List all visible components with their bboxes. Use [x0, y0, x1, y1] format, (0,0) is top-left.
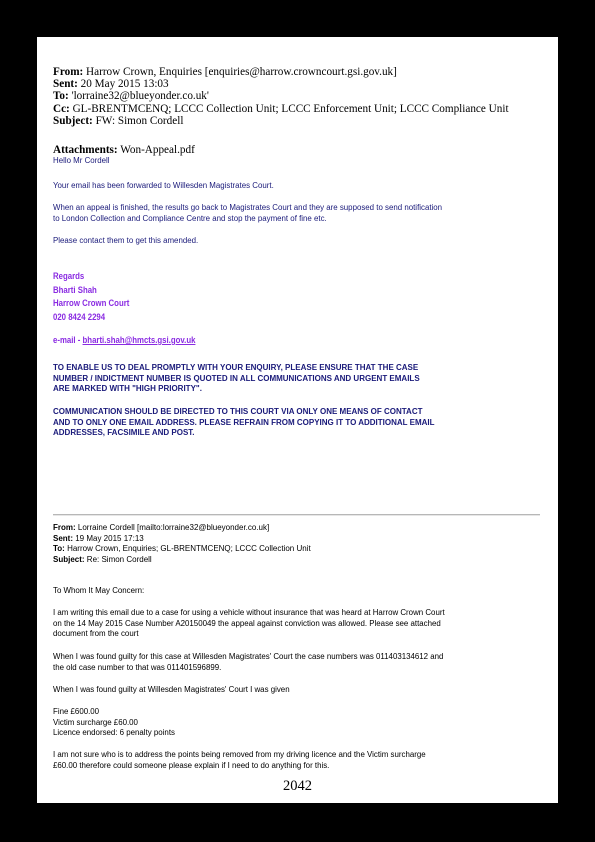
email2-paragraph: When I was found guilty for this case at Willesden Magistrates' Court the case numbers was 011403134612 and the old case number to that was 011401596899.: [53, 652, 444, 672]
email2-paragraph: I am not sure who is to address the points being removed from my driving licence and the Victim surcharge £60.00 therefore could someone please explain if I need to do anything for this.: [53, 750, 426, 770]
sig-email-line: e-mail - bharti.shah@hmcts.gsi.gov.uk: [53, 335, 196, 345]
email1-paragraph: When an appeal is finished, the results go back to Magistrates Court and they are supposed to send notification to London Collection and Compliance Centre and stop the payment of fine etc.: [53, 203, 443, 223]
penalty-fine: Fine £600.00: [53, 707, 100, 716]
email1-greeting: Hello Mr Cordell: [53, 156, 110, 165]
sig-email-link[interactable]: bharti.shah@hmcts.gsi.gov.uk: [82, 335, 196, 345]
email2-penalties: [53, 707, 175, 739]
email2-to: Harrow Crown, Enquiries; GL-BRENTMCENQ; LCCC Collection Unit: [64, 544, 311, 553]
page-number: 2042: [283, 778, 312, 794]
sig-name: Bharti Shah: [53, 284, 97, 295]
email1-from-row: From: Harrow Crown, Enquiries [enquiries@harrow.crowncourt.gsi.gov.uk]: [53, 66, 397, 78]
email1-header: [53, 66, 509, 127]
email1-to-row: To: 'lorraine32@blueyonder.co.uk': [53, 90, 209, 103]
email1-paragraph: Please contact them to get this amended.: [53, 236, 199, 245]
email2-sent-row: Sent: 19 May 2015 17:13: [53, 533, 144, 543]
email2-salutation: To Whom It May Concern:: [53, 586, 145, 595]
email1-cc-row: Cc: GL-BRENTMCENQ; LCCC Collection Unit; LCCC Enforcement Unit; LCCC Compliance Unit: [53, 102, 509, 115]
email2-paragraph: I am writing this email due to a case for using a vehicle without insurance that was heard at Harrow Crown Court on the 14 May 2015 Case Number A20150049 the appeal against conviction was allowed. Please see attached document from the court: [53, 608, 445, 638]
email1-from: Harrow Crown, Enquiries [enquiries@harrow.crowncourt.gsi.gov.uk]: [83, 66, 397, 78]
sig-regards: Regards: [53, 271, 85, 281]
email2-to-row: To: Harrow Crown, Enquiries; GL-BRENTMCENQ; LCCC Collection Unit: [53, 544, 311, 553]
email1-attachments: Attachments: Won-Appeal.pdf: [53, 144, 195, 156]
sig-court: Harrow Crown Court: [53, 298, 130, 309]
email2-subject: Re: Simon Cordell: [84, 554, 152, 564]
sig-phone: 020 8424 2294: [53, 311, 106, 322]
email2-header: [53, 523, 311, 565]
email1-subject: FW: Simon Cordell: [92, 114, 184, 127]
notice-enquiry: TO ENABLE US TO DEAL PROMPTLY WITH YOUR ENQUIRY, PLEASE ENSURE THAT THE CASE NUMBER / INDICTMENT NUMBER IS QUOTED IN ALL COMMUNICATIONS AND URGENT EMAILS ARE MARKED WITH "HIGH PRIORITY".: [53, 363, 420, 394]
email1-sent-row: Sent: 20 May 2015 13:03: [53, 78, 169, 91]
email2-subject-row: Subject: Re: Simon Cordell: [53, 554, 152, 564]
email1-sent: 20 May 2015 13:03: [77, 78, 169, 91]
email2-from-row: From: Lorraine Cordell [mailto:lorraine32@blueyonder.co.uk]: [53, 523, 270, 532]
email2-from: Lorraine Cordell [mailto:lorraine32@blueyonder.co.uk]: [75, 523, 270, 532]
notice-communication: COMMUNICATION SHOULD BE DIRECTED TO THIS COURT VIA ONLY ONE MEANS OF CONTACT AND TO ONLY ONE EMAIL ADDRESS. PLEASE REFRAIN FROM COPYING IT TO ADDITIONAL EMAIL ADDRESSES, FACSIMILE AND POST.: [53, 407, 435, 438]
signature-block: [53, 270, 129, 324]
email-divider: [53, 514, 540, 516]
email1-cc: GL-BRENTMCENQ; LCCC Collection Unit; LCCC Enforcement Unit; LCCC Compliance Unit: [69, 102, 509, 115]
email2-paragraph: When I was found guilty at Willesden Magistrates' Court I was given: [53, 685, 290, 694]
email2-sent: 19 May 2015 17:13: [73, 533, 144, 543]
penalty-licence: Licence endorsed: 6 penalty points: [53, 728, 175, 737]
email1-to: 'lorraine32@blueyonder.co.uk': [68, 90, 209, 103]
email1-subject-row: Subject: FW: Simon Cordell: [53, 114, 184, 127]
penalty-surcharge: Victim surcharge £60.00: [53, 717, 138, 727]
document-page: [37, 37, 558, 803]
email1-paragraph: Your email has been forwarded to Willesden Magistrates Court.: [53, 181, 274, 190]
